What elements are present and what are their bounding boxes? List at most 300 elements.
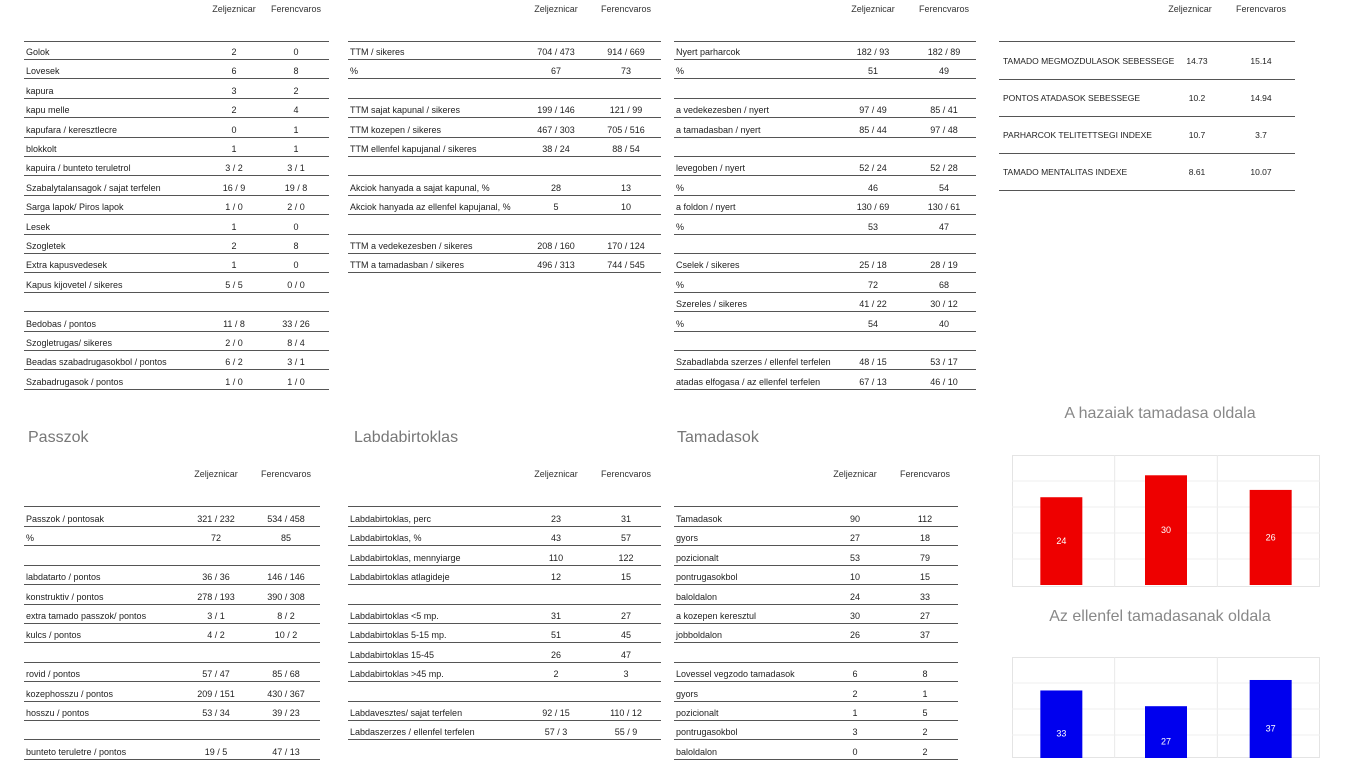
row-label: kulcs / pontos <box>26 630 82 641</box>
home-value: 2 <box>231 241 237 251</box>
table-header <box>674 469 958 483</box>
home-value: 26 <box>550 649 562 660</box>
away-value: 182 / 89 <box>927 47 961 57</box>
home-value: 23 <box>550 514 562 524</box>
table-row <box>674 626 958 643</box>
away-value: 0 / 0 <box>287 279 305 290</box>
away-value: 57 <box>620 533 632 544</box>
table-row <box>999 80 1295 117</box>
row-label: % <box>350 66 359 77</box>
home-value: 321 / 232 <box>197 514 235 524</box>
row-label: bunteto teruletre / pontos <box>26 746 127 757</box>
row-label: hosszu / pontos <box>26 708 90 718</box>
table-row <box>348 218 661 235</box>
home-value: 2 <box>553 669 559 680</box>
row-label: Akciok hanyada az ellenfel kapujanal, % <box>350 202 511 213</box>
row-label: Tamadasok <box>676 514 723 524</box>
row-label: Labdavesztes/ sajat terfelen <box>350 708 463 718</box>
row-label: extra tamado passzok/ pontos <box>26 611 147 621</box>
home-value: 72 <box>210 533 222 544</box>
row-label: % <box>26 533 35 544</box>
away-value: 122 <box>618 552 634 563</box>
home-team-header: Zeljeznicar <box>833 469 877 479</box>
away-value: 534 / 458 <box>267 514 305 524</box>
home-value: 54 <box>867 318 879 329</box>
table-row <box>674 315 976 332</box>
row-label: labdatarto / pontos <box>26 572 101 583</box>
table-row <box>674 140 976 157</box>
home-value: 53 <box>867 221 879 232</box>
row-label: konstruktiv / pontos <box>26 591 104 602</box>
row-label: blokkolt <box>26 144 57 154</box>
table-header <box>348 469 661 483</box>
table-row <box>674 704 958 721</box>
away-team-header: Ferencvaros <box>899 469 951 479</box>
table-row <box>674 121 976 138</box>
home-value: 3 / 2 <box>225 163 243 174</box>
home-value: 5 / 5 <box>225 279 243 290</box>
row-label: Golok <box>26 47 50 57</box>
home-value: 8.61 <box>1188 167 1206 177</box>
table-header <box>24 4 329 18</box>
away-value: 18 <box>919 533 931 544</box>
attacks-section-title: Tamadasok <box>677 429 759 446</box>
table-row <box>348 723 661 740</box>
row-label: gyors <box>676 533 699 544</box>
home-value: 25 / 18 <box>859 260 887 271</box>
home-value: 51 <box>550 630 562 641</box>
row-label: Bedobas / pontos <box>26 318 97 329</box>
row-label: Labdabirtoklas 5-15 mp. <box>350 630 447 641</box>
home-attack-side-chart <box>1012 455 1320 587</box>
home-team-header: Zeljeznicar <box>212 4 256 14</box>
home-team-header: Zeljeznicar <box>534 4 578 14</box>
home-value: 92 / 15 <box>542 708 570 718</box>
home-value: 496 / 313 <box>537 260 575 271</box>
row-label: kapura <box>26 85 54 96</box>
away-value: 4 <box>293 105 299 116</box>
home-value: 199 / 146 <box>537 105 575 116</box>
row-label: a foldon / nyert <box>676 202 736 213</box>
home-value: 97 / 49 <box>859 105 887 116</box>
table-row <box>674 43 976 60</box>
home-value: 53 / 34 <box>202 708 230 718</box>
home-value: 57 / 47 <box>202 669 230 680</box>
home-value: 10 <box>849 572 861 583</box>
table-row <box>24 588 320 605</box>
home-value: 1 / 0 <box>225 202 243 213</box>
bar-value-label: 30 <box>1160 525 1172 536</box>
row-label: % <box>676 66 685 77</box>
away-value: 14.94 <box>1250 93 1272 103</box>
table-row <box>24 607 320 624</box>
table-row <box>674 588 958 605</box>
home-value: 110 <box>548 552 564 563</box>
home-team-header: Zeljeznicar <box>1168 4 1212 14</box>
away-value: 27 <box>919 611 931 621</box>
bar-value-label: 33 <box>1056 728 1067 739</box>
table-row <box>999 117 1295 154</box>
away-value: 8 / 4 <box>287 338 305 348</box>
row-label: pontrugasokbol <box>676 727 738 738</box>
away-value: 121 / 99 <box>609 105 643 116</box>
home-value: 5 <box>553 202 559 213</box>
away-value: 15.14 <box>1250 56 1272 66</box>
away-value: 0 <box>293 260 299 271</box>
row-label: Nyert parharcok <box>676 47 741 57</box>
home-attack-side-chart-title: A hazaiak tamadasa oldala <box>1064 405 1256 422</box>
away-value: 49 <box>938 66 950 77</box>
away-team-header: Ferencvaros <box>260 469 312 479</box>
row-label: TTM ellenfel kapujanal / sikeres <box>350 144 477 154</box>
table-row <box>348 82 661 99</box>
row-label: pozicionalt <box>676 552 719 563</box>
row-label: Szabadlabda szerzes / ellenfel terfelen <box>676 357 831 368</box>
away-value: 744 / 545 <box>607 260 645 271</box>
table-row <box>674 179 976 196</box>
away-attack-side-chart-title: Az ellenfel tamadasanak oldala <box>1049 608 1271 625</box>
row-label: Cselek / sikeres <box>676 260 740 271</box>
home-value: 19 / 5 <box>204 746 228 757</box>
home-value: 36 / 36 <box>202 572 230 583</box>
home-value: 85 / 44 <box>859 124 887 135</box>
table-row <box>348 704 661 721</box>
table-row <box>674 373 976 390</box>
home-value: 27 <box>849 533 861 544</box>
table-row <box>24 198 329 215</box>
home-value: 3 / 1 <box>207 611 225 621</box>
row-label: atadas elfogasa / az ellenfel terfelen <box>676 376 821 387</box>
away-value: 10.07 <box>1250 167 1272 177</box>
home-value: 38 / 24 <box>542 144 570 154</box>
away-value: 37 <box>919 630 931 641</box>
table-row <box>674 101 976 118</box>
table-row <box>24 685 320 702</box>
away-value: 112 <box>917 514 933 524</box>
bar-value-label: 24 <box>1056 536 1067 547</box>
table-row <box>674 82 976 99</box>
away-value: 33 / 26 <box>282 318 310 329</box>
row-label: Labdabirtoklas >45 mp. <box>350 669 444 680</box>
away-value: 170 / 124 <box>607 241 645 251</box>
home-value: 6 / 2 <box>225 357 243 368</box>
row-label: % <box>676 182 685 193</box>
row-label: Akciok hanyada a sajat kapunal, % <box>350 182 490 193</box>
table-row <box>24 179 329 196</box>
table-row <box>348 607 661 624</box>
away-value: 52 / 28 <box>930 163 958 174</box>
home-team-header: Zeljeznicar <box>851 4 895 14</box>
home-value: 41 / 22 <box>859 299 887 310</box>
away-team-header: Ferencvaros <box>600 4 652 14</box>
table-row <box>348 529 661 546</box>
row-label: Labdabirtoklas, % <box>350 533 422 544</box>
row-label: a tamadasban / nyert <box>676 124 761 135</box>
away-value: 430 / 367 <box>267 688 305 699</box>
away-value: 10 <box>620 202 632 213</box>
table-row <box>348 646 661 663</box>
table-row <box>674 529 958 546</box>
row-label: jobboldalon <box>676 630 723 641</box>
table-row <box>674 646 958 663</box>
home-value: 24 <box>849 591 861 602</box>
row-label: a kozepen keresztul <box>676 611 757 621</box>
home-value: 2 <box>852 688 858 699</box>
table-row <box>674 549 958 566</box>
table-row <box>674 568 958 585</box>
row-label: TTM / sikeres <box>350 47 405 57</box>
table-row <box>674 510 958 527</box>
row-label: Extra kapusvedesek <box>26 260 108 271</box>
row-label: TAMADO MEGMOZDULASOK SEBESSEGE <box>1003 56 1175 66</box>
attacks-table <box>674 469 958 758</box>
away-value: 88 / 54 <box>612 144 640 154</box>
home-value: 31 <box>550 611 562 621</box>
table-row <box>348 237 661 254</box>
away-value: 54 <box>938 182 950 193</box>
table-header <box>999 4 1295 18</box>
table-row <box>24 549 320 566</box>
away-value: 97 / 48 <box>930 124 958 135</box>
away-team-header: Ferencvaros <box>918 4 970 14</box>
home-value: 278 / 193 <box>197 591 235 602</box>
away-value: 914 / 669 <box>607 47 645 57</box>
passes-section-title: Passzok <box>28 429 89 446</box>
row-label: Labdabirtoklas <5 mp. <box>350 611 439 621</box>
table-row <box>348 179 661 196</box>
away-value: 79 <box>919 552 931 563</box>
away-value: 705 / 516 <box>607 124 645 135</box>
home-value: 2 / 0 <box>225 338 243 348</box>
home-value: 6 <box>231 66 237 77</box>
home-value: 11 / 8 <box>223 318 245 329</box>
table-row <box>24 218 329 235</box>
away-value: 31 <box>620 514 632 524</box>
home-value: 16 / 9 <box>222 182 246 193</box>
home-value: 72 <box>867 279 879 290</box>
row-label: Lesek <box>26 221 51 232</box>
indices-table <box>999 4 1295 194</box>
row-label: Beadas szabadrugasokbol / pontos <box>26 357 167 368</box>
home-value: 10.2 <box>1188 93 1206 103</box>
home-value: 53 <box>849 552 861 563</box>
table-row <box>24 82 329 99</box>
home-value: 90 <box>849 514 861 524</box>
duels-table <box>674 4 976 394</box>
table-row <box>24 276 329 293</box>
home-value: 12 <box>550 572 562 583</box>
table-row <box>999 154 1295 191</box>
row-label: Labdabirtoklas, mennyiarge <box>350 552 461 563</box>
home-value: 30 <box>849 611 861 621</box>
home-value: 182 / 93 <box>856 47 890 57</box>
row-label: gyors <box>676 688 699 699</box>
table-row <box>24 159 329 176</box>
row-label: TTM kozepen / sikeres <box>350 124 442 135</box>
table-row <box>674 743 958 760</box>
bar <box>1250 680 1292 758</box>
row-label: Labdabirtoklas atlagideje <box>350 572 450 583</box>
home-value: 1 <box>852 708 858 718</box>
home-value: 3 <box>231 85 237 96</box>
home-team-header: Zeljeznicar <box>194 469 238 479</box>
away-value: 2 / 0 <box>287 202 305 213</box>
home-value: 208 / 160 <box>537 241 575 251</box>
table-row <box>24 529 320 546</box>
row-label: % <box>676 279 685 290</box>
away-value: 13 <box>620 182 632 193</box>
table-row <box>24 140 329 157</box>
away-value: 47 / 13 <box>272 746 300 757</box>
possession-table <box>348 469 661 758</box>
away-value: 8 <box>922 669 928 680</box>
away-value: 2 <box>922 727 928 738</box>
table-row <box>674 198 976 215</box>
home-value: 67 / 13 <box>859 376 887 387</box>
away-value: 28 / 19 <box>930 260 958 271</box>
table-row <box>348 626 661 643</box>
away-value: 45 <box>620 630 632 641</box>
table-row <box>24 704 320 721</box>
away-value: 30 / 12 <box>930 299 958 310</box>
table-row <box>674 237 976 254</box>
table-row <box>24 510 320 527</box>
table-row <box>24 101 329 118</box>
home-value: 67 <box>550 66 562 77</box>
table-row <box>674 685 958 702</box>
home-value: 704 / 473 <box>537 47 575 57</box>
table-row <box>674 607 958 624</box>
row-label: TTM a tamadasban / sikeres <box>350 260 465 271</box>
table-row <box>24 256 329 273</box>
home-value: 52 / 24 <box>859 163 887 174</box>
away-value: 1 <box>293 144 299 154</box>
away-value: 1 <box>922 688 928 699</box>
table-row <box>348 121 661 138</box>
home-value: 3 <box>852 727 858 738</box>
table-row <box>24 743 320 760</box>
row-label: Labdaszerzes / ellenfel terfelen <box>350 727 475 738</box>
row-label: Labdabirtoklas 15-45 <box>350 649 435 660</box>
table-row <box>348 43 661 60</box>
bar <box>1145 706 1187 758</box>
away-value: 110 / 12 <box>610 708 642 718</box>
ttm-table <box>348 4 661 284</box>
row-label: Szabadrugasok / pontos <box>26 376 124 387</box>
away-value: 39 / 23 <box>272 708 300 718</box>
home-value: 51 <box>867 66 879 77</box>
table-row <box>24 334 329 351</box>
bar-value-label: 26 <box>1265 532 1276 543</box>
table-row <box>348 568 661 585</box>
row-label: Sarga lapok/ Piros lapok <box>26 202 124 213</box>
row-label: % <box>676 318 685 329</box>
away-value: 33 <box>919 591 931 602</box>
away-value: 53 / 17 <box>930 357 958 368</box>
row-label: levegoben / nyert <box>676 163 746 174</box>
away-value: 19 / 8 <box>284 182 308 193</box>
row-label: Szogletrugas/ sikeres <box>26 338 113 348</box>
table-row <box>348 256 661 273</box>
row-label: baloldalon <box>676 746 718 757</box>
row-label: Labdabirtoklas, perc <box>350 514 432 524</box>
row-label: % <box>676 221 685 232</box>
table-row <box>348 510 661 527</box>
passes-table <box>24 469 320 758</box>
table-row <box>674 665 958 682</box>
table-row <box>24 646 320 663</box>
away-value: 8 <box>293 66 299 77</box>
away-value: 3 / 1 <box>287 357 305 368</box>
table-header <box>674 4 976 18</box>
table-row <box>24 43 329 60</box>
home-value: 2 <box>231 105 237 116</box>
table-row <box>24 121 329 138</box>
away-value: 40 <box>938 318 950 329</box>
table-row <box>348 665 661 682</box>
away-value: 85 / 41 <box>930 105 958 116</box>
away-value: 27 <box>620 611 632 621</box>
home-team-header: Zeljeznicar <box>534 469 578 479</box>
table-row <box>674 159 976 176</box>
home-value: 1 / 0 <box>225 376 243 387</box>
away-value: 46 / 10 <box>930 376 958 387</box>
row-label: Szabalytalansagok / sajat terfelen <box>26 182 161 193</box>
away-value: 0 <box>293 221 299 232</box>
table-row <box>674 256 976 273</box>
table-row <box>674 218 976 235</box>
home-value: 467 / 303 <box>537 124 575 135</box>
row-label: Kapus kijovetel / sikeres <box>26 279 123 290</box>
table-row <box>348 198 661 215</box>
table-row <box>24 237 329 254</box>
home-value: 1 <box>231 221 237 232</box>
table-row <box>24 665 320 682</box>
away-value: 3.7 <box>1255 130 1267 140</box>
home-value: 46 <box>867 182 879 193</box>
home-value: 57 / 3 <box>544 727 568 738</box>
away-value: 3 <box>623 669 629 680</box>
row-label: TAMADO MENTALITAS INDEXE <box>1003 167 1128 177</box>
bar-value-label: 27 <box>1160 736 1172 747</box>
table-header <box>24 469 320 483</box>
away-value: 2 <box>922 746 928 757</box>
away-team-header: Ferencvaros <box>1235 4 1287 14</box>
table-row <box>348 101 661 118</box>
home-value: 6 <box>852 669 858 680</box>
away-value: 3 / 1 <box>287 163 305 174</box>
home-value: 26 <box>849 630 861 641</box>
away-value: 47 <box>620 649 632 660</box>
away-value: 146 / 146 <box>267 572 305 583</box>
away-value: 5 <box>922 708 928 718</box>
table-row <box>24 626 320 643</box>
away-value: 85 / 68 <box>272 669 300 680</box>
home-value: 1 <box>231 260 237 271</box>
home-value: 4 / 2 <box>207 630 225 641</box>
row-label: Lovesek <box>26 66 60 77</box>
away-value: 390 / 308 <box>267 591 305 602</box>
table-row <box>999 43 1295 80</box>
row-label: kapufara / keresztlecre <box>26 124 118 135</box>
row-label: Lovessel vegzodo tamadasok <box>676 669 795 680</box>
away-value: 0 <box>293 47 299 57</box>
away-value: 47 <box>938 221 950 232</box>
table-row <box>348 685 661 702</box>
row-label: TTM sajat kapunal / sikeres <box>350 105 461 116</box>
table-row <box>24 295 329 312</box>
away-value: 73 <box>620 66 632 77</box>
